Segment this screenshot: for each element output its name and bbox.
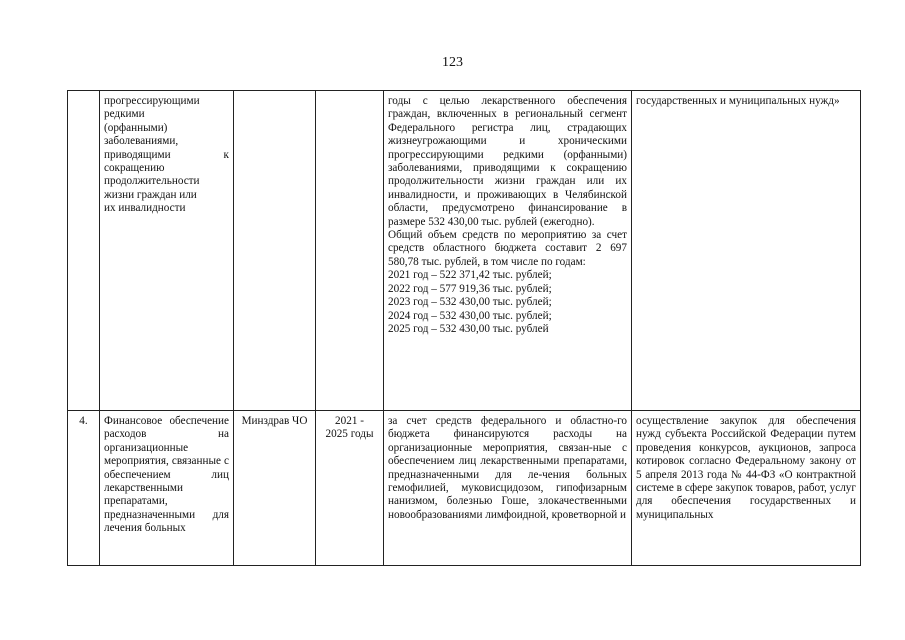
row-number-cell xyxy=(68,91,100,411)
program-table xyxy=(67,90,861,566)
period-cell xyxy=(316,411,384,566)
measure-name-cell xyxy=(100,91,234,411)
description-paragraph: Общий объем средств по мероприятию за счет средств областного бюджета составит 2 697 580,78 тыс. рублей, в том числе по годам: xyxy=(388,229,627,268)
note-cell: осуществление закупок для обеспечения нужд субъекта Российской Федерации путем проведения конкурсов, аукционов, запроса котировок согласно Федеральному закону от 5 апреля 2013 года № 44-ФЗ «О контрактной системе в сфере закупок товаров, работ, услуг для обеспечения государственных и муниципальных xyxy=(632,411,861,566)
description-cell: за счет средств федерального и областно-го бюджета финансируются расходы на организационные мероприятия, связан-ные с обеспечением лиц лекарственными препаратами, предназначенными для ле-чения больных гемофилией, муковисцидозом, гипофизарным нанизмом, болезнью Гоше, злокачественными новообразованиями лимфоидной, кроветворной и xyxy=(384,411,632,566)
executor-cell xyxy=(234,91,316,411)
measure-name-cell: Финансовое обеспечение расходов на организационные мероприятия, связанные с обеспечением лиц лекарственными препаратами, предназначенными для лечения больных xyxy=(100,411,234,566)
row-number-cell: 4. xyxy=(68,411,100,566)
measure-name-line: редкими xyxy=(104,108,145,121)
executor-cell: Минздрав ЧО xyxy=(234,411,316,566)
measure-name-line: прогрессирующими xyxy=(104,95,200,107)
period-end: 2025 годы xyxy=(325,428,374,441)
table-row xyxy=(68,91,861,411)
measure-name-line: (орфанными) xyxy=(104,121,168,134)
measure-name-line: сокращению xyxy=(104,162,165,175)
year-amount-line: 2022 год – 577 919,36 тыс. рублей; xyxy=(388,282,552,295)
year-amount-line: 2023 год – 532 430,00 тыс. рублей; xyxy=(388,296,552,309)
note-cell: государственных и муниципальных нужд» xyxy=(632,91,861,411)
measure-name-line: заболеваниями, xyxy=(104,135,179,148)
page-number: 123 xyxy=(442,55,463,70)
year-amount-line: 2025 год – 532 430,00 тыс. рублей xyxy=(388,322,549,335)
measure-name-line: приводящими к xyxy=(104,148,229,161)
measure-name-line: их инвалидности xyxy=(104,202,186,215)
measure-name-line: продолжительности xyxy=(104,175,200,188)
period-cell xyxy=(316,91,384,411)
year-amount-line: 2021 год – 522 371,42 тыс. рублей; xyxy=(388,269,552,282)
table-row xyxy=(68,411,861,566)
description-paragraph: годы с целью лекарственного обеспечения граждан, включенных в региональный сегмент Федерального регистра лиц, страдающих жизнеугрожающими и хроническими прогрессирующими редкими (орфанными) заболеваниями, приводящими к сокращению продолжительности жизни граждан или их инвалидности, и проживающих в Челябинской области, предусмотрено финансирование в размере 532 430,00 тыс. рублей (ежегодно). xyxy=(388,95,627,228)
period-start: 2021 - xyxy=(335,415,364,427)
description-cell xyxy=(384,91,632,411)
year-amount-line: 2024 год – 532 430,00 тыс. рублей; xyxy=(388,309,552,322)
measure-name-line: жизни граждан или xyxy=(104,188,197,201)
